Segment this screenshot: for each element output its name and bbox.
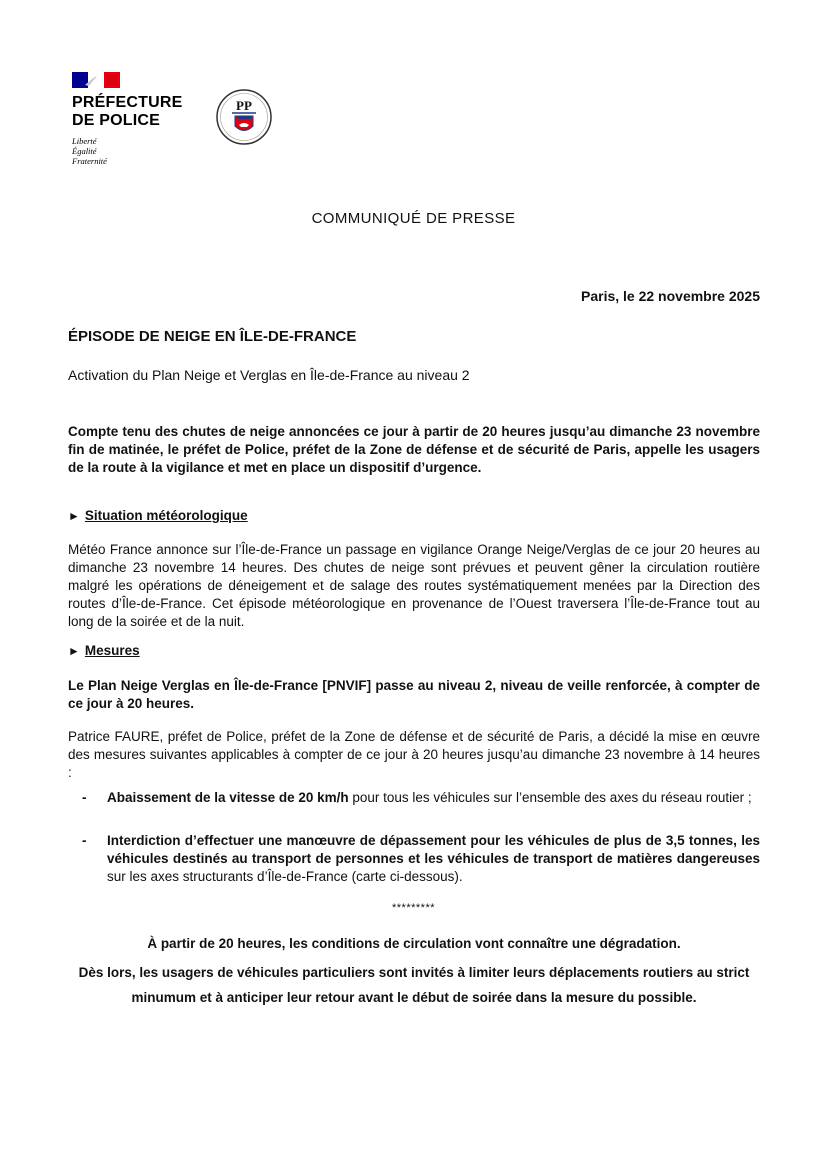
marianne-flag-icon <box>72 72 120 88</box>
separator-stars: ********* <box>391 902 436 914</box>
bullet-dash: - <box>82 790 87 805</box>
section-heading-mesures <box>68 643 140 658</box>
mesures-lead-paragraph: Le Plan Neige Verglas en Île-de-France [PNVIF] passe au niveau 2, niveau de veille renforcée, à compter de ce jour à 20 heures. <box>68 678 760 711</box>
bullet-text <box>107 789 760 807</box>
arrow-right-icon: ► <box>68 509 80 523</box>
motto-egalite: Égalité <box>72 146 97 156</box>
prefecture-name-line1: PRÉFECTURE <box>72 94 183 111</box>
bullet-dash: - <box>82 833 87 848</box>
republic-motto <box>72 136 202 166</box>
bullet-rest-text: pour tous les véhicules sur l’ensemble des axes du réseau routier ; <box>348 790 752 805</box>
prefecture-name-line2: DE POLICE <box>72 112 161 129</box>
bullet-text <box>107 832 760 886</box>
date-line: Paris, le 22 novembre 2025 <box>581 288 760 304</box>
bullet-bold-text: Interdiction d’effectuer une manœuvre de dépassement pour les véhicules de plus de 3,5 tonnes, les véhicules destinés au transport de personnes et les véhicules de transport de matières dangereuses <box>107 833 760 866</box>
arrow-right-icon: ► <box>68 644 80 658</box>
closing-line-2: Dès lors, les usagers de véhicules particuliers sont invités à limiter leurs déplacements routiers au strict minumum et à anticiper leur retour avant le début de soirée dans la mesure du possible. <box>78 965 750 1005</box>
seal-initials: PP <box>236 98 252 113</box>
section-heading-meteo <box>68 508 248 523</box>
section-heading-meteo-label: Situation météorologique <box>84 508 248 523</box>
motto-liberte: Liberté <box>72 136 97 146</box>
meteo-paragraph: Météo France annonce sur l’Île-de-France un passage en vigilance Orange Neige/Verglas de ce jour 20 heures au dimanche 23 novembre 14 heures. Des chutes de neige sont prévues et peuvent gêner la circulation routière malgré les opérations de déneigement et de salage des routes systématiquement menées par la Direction des routes d’Île-de-France. Cet épisode météorologique en provenance de l’Ouest traversera l’Île-de-France tout au long de la soirée et de la nuit. <box>68 542 760 629</box>
prefecture-police-seal-icon <box>215 88 273 146</box>
mesures-paragraph: Patrice FAURE, préfet de Police, préfet de la Zone de défense et de sécurité de Paris, a décidé la mise en œuvre des mesures suivantes applicables à compter de ce jour à 20 heures jusqu’au dimanche 23 novembre à 14 heures : <box>68 729 760 780</box>
bullet-bold-text: Abaissement de la vitesse de 20 km/h <box>107 790 349 805</box>
press-release-title: ÉPISODE DE NEIGE EN ÎLE-DE-FRANCE <box>68 328 357 345</box>
section-heading-mesures-label: Mesures <box>84 643 140 658</box>
closing-line-1: À partir de 20 heures, les conditions de circulation vont connaître une dégradation. <box>147 936 681 951</box>
document-type-label: COMMUNIQUÉ DE PRESSE <box>311 210 516 227</box>
prefecture-logo <box>72 72 202 166</box>
intro-paragraph: Compte tenu des chutes de neige annoncées ce jour à partir de 20 heures jusqu’au dimanche 23 novembre fin de matinée, le préfet de Police, préfet de la Zone de défense et de sécurité de Paris, appelle les usagers de la route à la vigilance et met en place un dispositif d’urgence. <box>68 424 760 475</box>
list-item <box>82 789 760 807</box>
prefecture-name <box>72 94 202 130</box>
press-release-subtitle: Activation du Plan Neige et Verglas en Île-de-France au niveau 2 <box>68 367 470 383</box>
motto-fraternite: Fraternité <box>72 156 107 166</box>
bullet-rest-text: sur les axes structurants d’Île-de-France (carte ci-dessous). <box>107 869 463 884</box>
list-item <box>82 832 760 886</box>
